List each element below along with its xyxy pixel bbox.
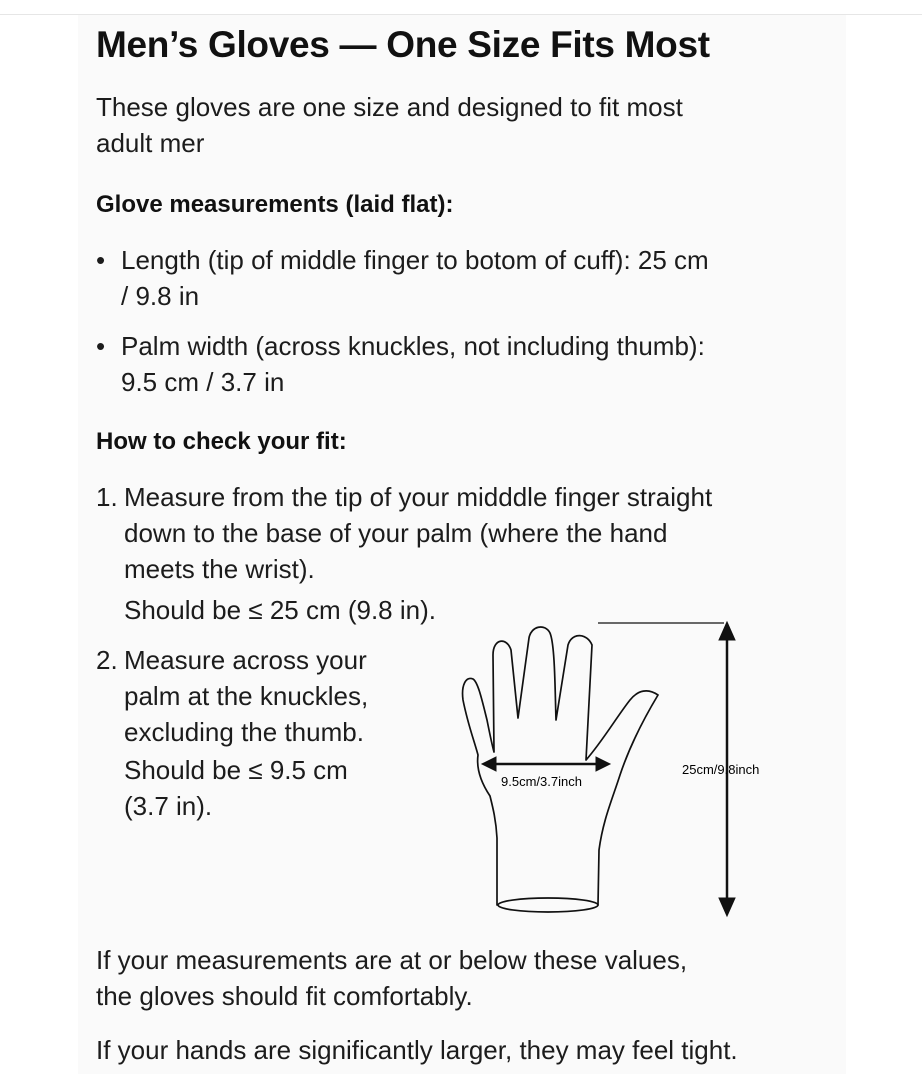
page-title: Men’s Gloves — One Size Fits Most <box>96 24 710 65</box>
length-measurement-line-2: / 9.8 in <box>121 281 200 311</box>
palm-measurement-line-1: Palm width (across knuckles, not including thumb): <box>121 331 705 361</box>
step-number: 1. <box>96 482 118 512</box>
step-1-line-1: Measure from the tip of your midddle finger straight <box>124 482 713 512</box>
step-1-limit: Should be ≤ 25 cm (9.8 in). <box>124 595 436 625</box>
intro-line-1: These gloves are one size and designed to fit most <box>96 92 683 122</box>
step-2-line-1: Measure across your <box>124 645 367 675</box>
closing-line-3: If your hands are significantly larger, they may feel tight. <box>96 1035 738 1065</box>
measurements-heading: Glove measurements (laid flat): <box>96 191 454 218</box>
step-2-line-2: palm at the knuckles, <box>124 681 369 711</box>
palm-width-arrow <box>482 757 610 771</box>
fit-check-heading: How to check your fit: <box>96 428 347 455</box>
palm-measurement-line-2: 9.5 cm / 3.7 in <box>121 367 285 397</box>
step-2-limit-line-1: Should be ≤ 9.5 cm <box>124 755 348 785</box>
length-label: 25cm/9.8inch <box>682 762 760 777</box>
length-measurement-line-1: Length (tip of middle finger to botom of cuff): 25 cm <box>121 245 709 275</box>
closing-line-2: the gloves should fit comfortably. <box>96 981 473 1011</box>
bullet-icon: • <box>96 245 106 275</box>
step-1-line-2: down to the base of your palm (where the hand <box>124 518 668 548</box>
bullet-icon: • <box>96 331 106 361</box>
step-number: 2. <box>96 645 118 675</box>
palm-width-label: 9.5cm/3.7inch <box>501 774 582 789</box>
intro-line-2: adult mer <box>96 128 205 158</box>
step-2-limit-line-2: (3.7 in). <box>124 791 213 821</box>
closing-line-1: If your measurements are at or below these values, <box>96 945 688 975</box>
step-1-line-3: meets the wrist). <box>124 554 315 584</box>
step-2-line-3: excluding the thumb. <box>124 717 364 747</box>
